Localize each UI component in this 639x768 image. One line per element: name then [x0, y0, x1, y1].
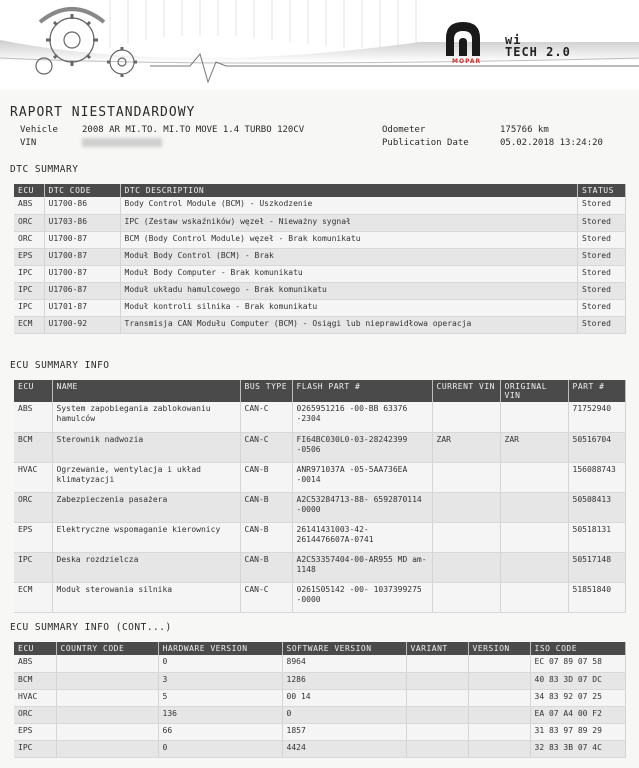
table-cell	[468, 740, 530, 757]
table-row	[14, 492, 626, 522]
table-row	[14, 214, 626, 231]
table-cell: U1700-92	[44, 316, 120, 333]
ecu2-table	[14, 642, 626, 758]
table-cell: 0265951216 -00-BB 63376 -2304	[292, 402, 432, 432]
table-cell	[406, 740, 468, 757]
table-cell: CAN-B	[240, 492, 292, 522]
ecu-header-cell: ECU	[14, 380, 52, 402]
dtc-header-cell: ECU	[14, 184, 44, 197]
table-row	[14, 248, 626, 265]
table-cell: 34 83 92 07 25	[530, 689, 626, 706]
ecu-header-cell: FLASH PART #	[292, 380, 432, 402]
table-cell	[56, 672, 158, 689]
table-row	[14, 402, 626, 432]
table-cell	[468, 706, 530, 723]
table-cell: Moduł układu hamulcowego - Brak komunikatu	[120, 282, 578, 299]
dtc-header-cell: DTC DESCRIPTION	[120, 184, 578, 197]
table-cell	[406, 723, 468, 740]
table-cell: HVAC	[14, 689, 56, 706]
table-cell: EPS	[14, 723, 56, 740]
table-cell: 26141431003-42- 2614476607A-0741	[292, 522, 432, 552]
table-row	[14, 462, 626, 492]
table-cell: Stored	[578, 214, 626, 231]
table-cell: IPC	[14, 299, 44, 316]
table-cell: U1701-87	[44, 299, 120, 316]
logo-text	[505, 34, 571, 58]
table-row	[14, 689, 626, 706]
table-cell: 8964	[282, 655, 406, 672]
table-cell: CAN-B	[240, 522, 292, 552]
logo-line2: TECH 2.0	[505, 45, 571, 59]
table-cell	[500, 462, 568, 492]
table-cell: EC 07 89 07 58	[530, 655, 626, 672]
table-row	[14, 723, 626, 740]
meta-left	[20, 124, 304, 150]
table-cell: EPS	[14, 248, 44, 265]
table-cell: Stored	[578, 316, 626, 333]
table-cell: Stored	[578, 197, 626, 214]
table-cell: ECM	[14, 316, 44, 333]
table-cell	[406, 706, 468, 723]
table-cell	[432, 402, 500, 432]
ecu-header-cell: BUS TYPE	[240, 380, 292, 402]
table-cell: 156088743	[568, 462, 626, 492]
table-cell: 5	[158, 689, 282, 706]
table-cell	[468, 723, 530, 740]
table-cell: Moduł sterowania silnika	[52, 582, 240, 612]
table-cell	[500, 552, 568, 582]
table-cell: Body Control Module (BCM) - Uszkodzenie	[120, 197, 578, 214]
table-cell: ORC	[14, 492, 52, 522]
mopar-brand: MOPAR	[452, 58, 482, 65]
odometer-value: 175766 km	[500, 125, 549, 135]
meta-right	[382, 124, 603, 150]
table-cell: EPS	[14, 522, 52, 552]
ecu-header-cell: ORIGINAL VIN	[500, 380, 568, 402]
table-cell: CAN-B	[240, 462, 292, 492]
pubdate-value: 05.02.2018 13:24:20	[500, 138, 603, 148]
table-cell: U1700-87	[44, 265, 120, 282]
ecu2-header-cell: VERSION	[468, 642, 530, 655]
table-cell: 50508413	[568, 492, 626, 522]
table-cell	[500, 582, 568, 612]
table-cell: 0	[158, 740, 282, 757]
table-cell: Stored	[578, 265, 626, 282]
vin-label: VIN	[20, 138, 37, 148]
table-row	[14, 432, 626, 462]
table-cell: Sterownik nadwozia	[52, 432, 240, 462]
table-cell: 32 83 3B 07 4C	[530, 740, 626, 757]
table-cell: Moduł kontroli silnika - Brak komunikatu	[120, 299, 578, 316]
table-cell: 4424	[282, 740, 406, 757]
ecu2-header-cell: VARIANT	[406, 642, 468, 655]
table-row	[14, 231, 626, 248]
table-cell: ORC	[14, 231, 44, 248]
dtc-header-cell: STATUS	[578, 184, 626, 197]
table-row	[14, 522, 626, 552]
ecu2-title: ECU SUMMARY INFO (CONT...)	[10, 622, 172, 633]
table-cell	[468, 655, 530, 672]
table-cell: IPC	[14, 282, 44, 299]
table-cell: ABS	[14, 655, 56, 672]
ecu-header-cell: NAME	[52, 380, 240, 402]
table-cell	[56, 723, 158, 740]
table-cell: IPC	[14, 552, 52, 582]
table-row	[14, 197, 626, 214]
table-cell: 0261S05142 -00- 1037399275 -0000	[292, 582, 432, 612]
pubdate-label: Publication Date	[382, 138, 469, 148]
table-cell: BCM	[14, 432, 52, 462]
table-cell: IPC	[14, 740, 56, 757]
table-cell: 00 14	[282, 689, 406, 706]
table-row	[14, 672, 626, 689]
table-cell: U1700-86	[44, 197, 120, 214]
table-cell: ORC	[14, 214, 44, 231]
table-cell: ORC	[14, 706, 56, 723]
table-cell: A2C53357404-00-AR955 MD am-1148	[292, 552, 432, 582]
ecu-header-row	[14, 380, 626, 402]
logo-line1: wi	[505, 33, 522, 47]
table-cell: Stored	[578, 231, 626, 248]
table-cell: 71752940	[568, 402, 626, 432]
dtc-header-cell: DTC CODE	[44, 184, 120, 197]
table-cell: 66	[158, 723, 282, 740]
table-cell	[56, 689, 158, 706]
table-cell: U1706-87	[44, 282, 120, 299]
ecu-table	[14, 380, 626, 613]
table-row	[14, 582, 626, 612]
table-cell	[432, 462, 500, 492]
table-cell: CAN-C	[240, 432, 292, 462]
table-cell: CAN-C	[240, 582, 292, 612]
vehicle-value: 2008 AR MI.TO. MI.TO MOVE 1.4 TURBO 120CV	[82, 125, 305, 135]
table-cell	[432, 552, 500, 582]
table-cell: A2C53284713-88- 6592870114 -0000	[292, 492, 432, 522]
table-cell: 3	[158, 672, 282, 689]
table-cell	[406, 672, 468, 689]
table-cell	[500, 492, 568, 522]
table-cell: 50518131	[568, 522, 626, 552]
table-cell: Moduł Body Computer - Brak komunikatu	[120, 265, 578, 282]
table-cell: IPC	[14, 265, 44, 282]
table-cell: 50517148	[568, 552, 626, 582]
table-cell	[432, 582, 500, 612]
table-row	[14, 299, 626, 316]
table-row	[14, 740, 626, 757]
table-cell	[500, 522, 568, 552]
table-cell: 0	[158, 655, 282, 672]
table-cell: IPC (Zestaw wskaźników) węzeł - Nieważny sygnał	[120, 214, 578, 231]
dtc-table	[14, 184, 626, 334]
table-cell: BCM	[14, 672, 56, 689]
table-cell	[406, 689, 468, 706]
table-cell: ANR971037A -05-5AA736EA -0014	[292, 462, 432, 492]
ecu-header-cell: PART #	[568, 380, 626, 402]
table-cell: FI64BC030L0-03-28242399 -0506	[292, 432, 432, 462]
table-cell: Deska rozdzielcza	[52, 552, 240, 582]
report-title: RAPORT NIESTANDARDOWY	[10, 105, 196, 120]
vin-redacted	[82, 138, 162, 147]
table-cell	[432, 522, 500, 552]
ecu2-header-cell: HARDWARE VERSION	[158, 642, 282, 655]
table-cell: Stored	[578, 282, 626, 299]
table-cell: HVAC	[14, 462, 52, 492]
table-cell	[56, 740, 158, 757]
table-cell: 1857	[282, 723, 406, 740]
table-cell: Zabezpieczenia pasażera	[52, 492, 240, 522]
table-cell: CAN-C	[240, 402, 292, 432]
table-cell	[432, 492, 500, 522]
table-row	[14, 706, 626, 723]
table-cell: EA 07 A4 00 F2	[530, 706, 626, 723]
table-cell: Elektryczne wspomaganie kierownicy	[52, 522, 240, 552]
table-cell: 40 83 3D 07 DC	[530, 672, 626, 689]
dtc-title: DTC SUMMARY	[10, 164, 79, 175]
table-cell: ABS	[14, 197, 44, 214]
ecu2-header-cell: COUNTRY CODE	[56, 642, 158, 655]
table-cell: ECM	[14, 582, 52, 612]
odometer-label: Odometer	[382, 125, 426, 135]
table-cell: 136	[158, 706, 282, 723]
table-cell: U1700-87	[44, 248, 120, 265]
table-cell: Ogrzewanie, wentylacja i układ klimatyzacji	[52, 462, 240, 492]
table-cell: ZAR	[432, 432, 500, 462]
table-cell	[56, 655, 158, 672]
table-cell	[406, 655, 468, 672]
table-cell: Moduł Body Control (BCM) - Brak	[120, 248, 578, 265]
table-cell	[500, 402, 568, 432]
header-banner	[0, 0, 639, 90]
table-cell	[56, 706, 158, 723]
table-cell: U1700-87	[44, 231, 120, 248]
table-row	[14, 552, 626, 582]
table-cell: 51851840	[568, 582, 626, 612]
table-cell: BCM (Body Control Module) węzeł - Brak komunikatu	[120, 231, 578, 248]
table-cell: Transmisja CAN Modułu Computer (BCM) - Osiągi lub nieprawidłowa operacja	[120, 316, 578, 333]
table-row	[14, 265, 626, 282]
ecu2-header-cell: ISO CODE	[530, 642, 626, 655]
table-cell: Stored	[578, 299, 626, 316]
table-cell: ZAR	[500, 432, 568, 462]
ecu2-header-row	[14, 642, 626, 655]
table-row	[14, 655, 626, 672]
ecu-title: ECU SUMMARY INFO	[10, 360, 110, 371]
table-cell: 1286	[282, 672, 406, 689]
ecu-header-cell: CURRENT VIN	[432, 380, 500, 402]
table-cell	[468, 689, 530, 706]
table-row	[14, 282, 626, 299]
table-cell: U1703-86	[44, 214, 120, 231]
table-cell: 0	[282, 706, 406, 723]
table-cell: 31 83 97 89 29	[530, 723, 626, 740]
ecu2-header-cell: ECU	[14, 642, 56, 655]
table-cell: ABS	[14, 402, 52, 432]
table-cell: CAN-B	[240, 552, 292, 582]
vehicle-label: Vehicle	[20, 125, 58, 135]
table-row	[14, 316, 626, 333]
table-cell	[468, 672, 530, 689]
dtc-header-row	[14, 184, 626, 197]
table-cell: Stored	[578, 248, 626, 265]
ecu2-header-cell: SOFTWARE VERSION	[282, 642, 406, 655]
table-cell: System zapobiegania zablokowaniu hamulców	[52, 402, 240, 432]
table-cell: 50516704	[568, 432, 626, 462]
